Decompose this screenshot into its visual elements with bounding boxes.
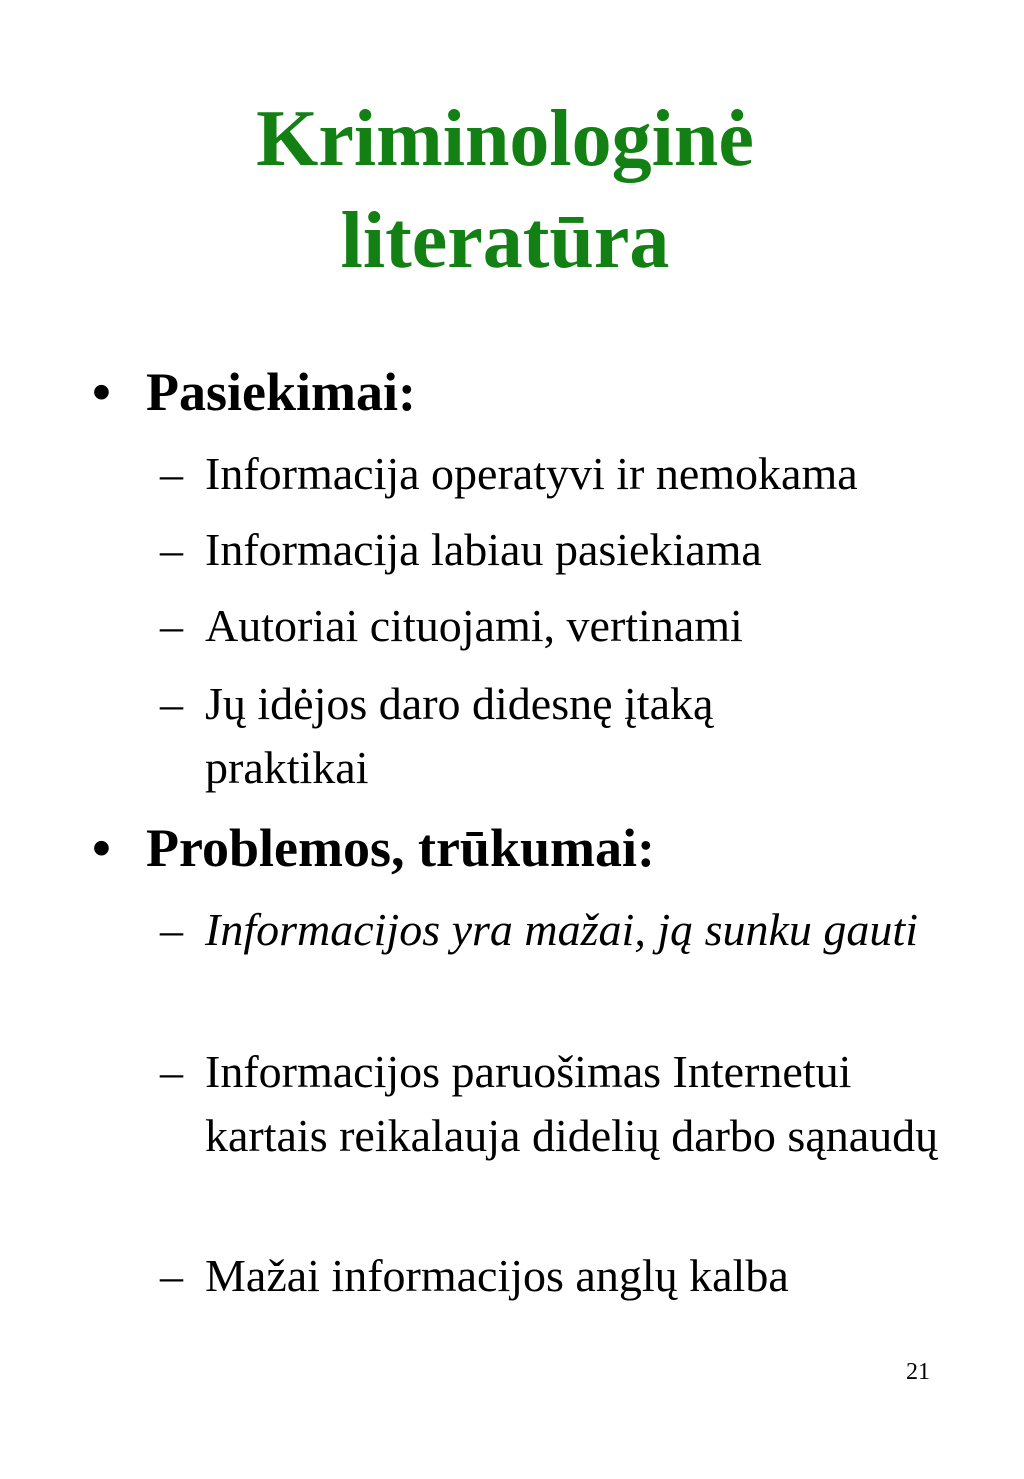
dash-icon: –	[160, 678, 183, 729]
slide-title-line-2: literatūra	[340, 197, 670, 285]
list-item-text: Informacija labiau pasiekiama	[205, 524, 762, 575]
list-item-text: Informacijos yra mažai, ją sunku gauti	[205, 904, 918, 955]
section-heading-text: Pasiekimai:	[146, 362, 416, 422]
dash-icon: –	[160, 524, 183, 575]
dash-icon: –	[160, 1250, 183, 1301]
dash-icon: –	[160, 1046, 183, 1097]
slide-title-line-1: Kriminologinė	[256, 95, 754, 183]
section-heading-text: Problemos, trūkumai:	[146, 818, 655, 878]
page-number: 21	[906, 1359, 930, 1385]
dash-icon: –	[160, 904, 183, 955]
bullet-icon: •	[92, 362, 111, 422]
dash-icon: –	[160, 448, 183, 499]
list-item-text: Autoriai cituojami, vertinami	[205, 600, 743, 651]
list-item-text: Jų idėjos daro didesnę įtaką praktikai	[205, 678, 714, 793]
slide-title	[0, 88, 1010, 292]
list-item-text: Informacija operatyvi ir nemokama	[205, 448, 858, 499]
list-item-text: Mažai informacijos anglų kalba	[205, 1250, 789, 1301]
list-item-text: Informacijos paruošimas Internetui kartais reikalauja didelių darbo sąnaudų	[205, 1046, 939, 1161]
bullet-icon: •	[92, 818, 111, 878]
dash-icon: –	[160, 600, 183, 651]
